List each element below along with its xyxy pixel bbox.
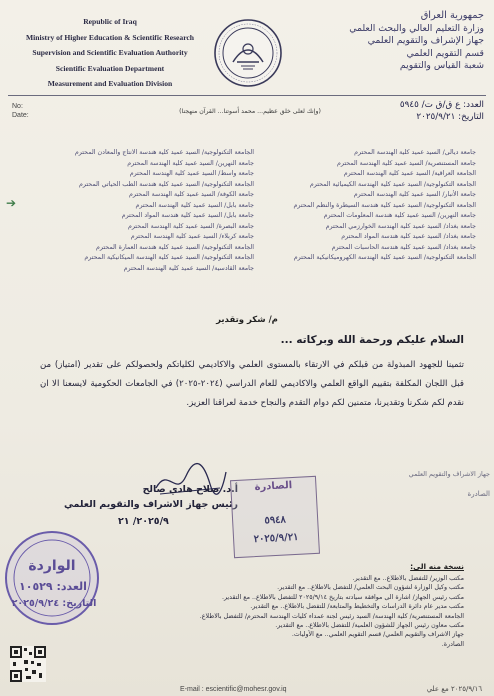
header-ar-line: جهاز الإشراف والتقويم العلمي: [367, 35, 484, 46]
incoming-date: التاريخ: ٢٠٢٥/٩/٢٤: [11, 598, 97, 609]
addressee: جامعة واسط/ السيد عميد كلية الهندسة المحترم: [129, 170, 254, 177]
header-en-line: Ministry of Higher Education & Scientific Research: [25, 32, 195, 42]
header-ar-line: قسم التقويم العلمي: [406, 47, 484, 59]
addressee-list-left: [22, 148, 254, 274]
outgoing-stamp: [230, 476, 320, 558]
addressee: الجامعة التكنولوجية/ السيد عميد كلية هندسة الانتاج والمعادن المحترم: [74, 149, 254, 156]
addressee: الجامعة التكنولوجية/ السيد عميد كلية هندسة السيطرة والنظم المحترم: [293, 201, 476, 209]
copies-heading: نسخة منه الى:: [410, 562, 464, 571]
handwritten-arrow-icon: ➔: [6, 196, 17, 210]
letter-body: تثمينا للجهود المبذولة من قبلكم في الارتقاء بالمستوى العلمي والاكاديمي لكلياتكم ولحصولكم على تقدير (امتياز) من قبل اللجان المكلفة بتقييم الواقع العلمي والاكاديمي للعام الدراسي (٢٠٢٤-٢٠٢٥) في الجامعات الحكومية لايسعنا الا ان نقدم لكم شكرنا وتقديرنا، متمنين لكم دوام التقدم والنجاح خدمة لعراقنا العزيز.: [40, 360, 464, 408]
copy-item: مكتب مدير عام دائرة الدراسات والتخطيط والمتابعة/ للتفضل بالاطلاع.. مع التقدير.: [250, 603, 464, 611]
header-ar-line: شعبة القياس والتقويم: [399, 60, 484, 71]
addressee: الجامعة التكنولوجية/ السيد عميد كلية الهندسة الكهروميكانيكية المحترم: [293, 254, 476, 261]
addressee: جامعة الكوفة/ السيد عميد كلية الهندسة المحترم: [128, 191, 254, 198]
header-divider: [8, 95, 486, 96]
motto: (وإنك لعلى خلق عظيم... محمد أسوتنا... القرآن منهجنا): [179, 108, 321, 115]
incoming-number: العدد: ١٠٥٢٩: [19, 580, 87, 593]
addressee: الجامعة التكنولوجية/ السيد عميد كلية الهندسة الكيميائية المحترم: [309, 180, 476, 188]
copy-item: مكتب الوزير/ للتفضل بالاطلاع.. مع التقدير.: [352, 575, 464, 582]
authority-stamp-line: جهاز الاشراف والتقويم العلمي: [408, 470, 490, 478]
addressee: جامعة بابل/ السيد عميد كلية هندسة المواد المحترم: [121, 212, 254, 219]
addressee: جامعة ديالى/ السيد عميد كلية الهندسة المحترم: [354, 149, 476, 156]
signatory-title: رئيس جهاز الاشراف والتقويم العلمي: [63, 499, 238, 510]
header-en-line: Measurement and Evaluation Division: [47, 79, 173, 88]
copy-item: مكتب رئيس الجهاز/ اشارة الى موافقة سيادته بتاريخ ٢٠٢٥/٩/١٤ للتفضل بالاطلاع.. مع التقدير.: [221, 593, 464, 601]
authority-faint-stamp: [360, 470, 490, 530]
addressee: جامعة بغداد/ السيد عميد كلية الهندسة الخوارزمي المحترم: [325, 222, 476, 230]
footer-code: ٢٠٢٥/٩/١٦ مع علي: [426, 685, 482, 693]
ministry-seal-icon: [213, 18, 283, 88]
date-label: Date:: [12, 112, 29, 119]
addressee: جامعة كربلاء/ السيد عميد كلية الهندسة المحترم: [130, 233, 254, 240]
addressee: الجامعة التكنولوجية/ السيد عميد كلية الهندسة الميكانيكية المحترم: [84, 254, 254, 261]
copy-item: مكتب وكيل الوزارة لشؤون البحث العلمي/ للتفضل بالاطلاع.. مع التقدير.: [277, 584, 464, 592]
header-english: [6, 14, 214, 92]
reference-number: العدد: ع ق/ق ت/ ٥٩٤٥: [399, 100, 484, 110]
copies-list: [134, 574, 464, 649]
reference-arabic: [324, 99, 484, 123]
signature-date: ٢٠٢٥/٩/ ٢١: [118, 516, 169, 527]
number-label: No:: [12, 103, 23, 110]
copy-item: الجامعة المستنصرية/ كلية الهندسة/ السيد رئيس لجنة عمداء كليات الهندسة المحترم/ للتفضل بالاطلاع.: [199, 612, 464, 620]
incoming-label: الواردة: [28, 558, 76, 574]
header-ar-line: جمهورية العراق: [420, 10, 484, 21]
copy-item: جهاز الاشراف والتقويم العلمي/ قسم التقويم العلمي.. مع الأوليات.: [291, 631, 464, 639]
authority-stamp-line: الصادرة: [467, 490, 490, 498]
addressee: الجامعة العراقية/ السيد عميد كلية الهندسة المحترم: [343, 170, 476, 177]
header-ar-line: وزارة التعليم العالي والبحث العلمي: [349, 22, 484, 34]
reference-date: التاريخ: ٢٠٢٥/٩/٢١: [416, 112, 484, 122]
incoming-stamp: [0, 518, 104, 626]
outgoing-stamp-number: ٥٩٤٨: [264, 514, 287, 527]
copy-item: مكتب معاون رئيس الجهاز للشؤون العلمية/ للتفضل بالاطلاع.. مع التقدير.: [275, 622, 464, 630]
addressee: الجامعة التكنولوجية/ السيد عميد كلية هندسة الطب الحياتي المحترم: [79, 180, 254, 188]
header-en-line: Scientific Evaluation Department: [55, 63, 165, 73]
qr-code-icon: [10, 646, 46, 682]
outgoing-stamp-date: ٢٠٢٥/٩/٢١: [253, 531, 299, 546]
addressee: جامعة بابل/ السيد عميد كلية الهندسة المحترم: [135, 201, 254, 209]
signatory-name: أ.د. صلاح هادي صالح: [142, 484, 238, 495]
letter-subject: م/ شكر وتقدير: [216, 315, 278, 325]
addressee: الجامعة التكنولوجية/ السيد عميد كلية هندسة العمارة المحترم: [96, 243, 254, 251]
addressee: جامعة بغداد/ السيد عميد كلية هندسة المواد المحترم: [341, 233, 476, 240]
letter-greeting: السلام عليكم ورحمة الله وبركاته ...: [280, 334, 464, 346]
signature-block: [63, 484, 238, 527]
addressee: جامعة البصرة/ السيد عميد كلية الهندسة المحترم: [127, 222, 254, 230]
header-arabic: [304, 10, 484, 73]
copy-item: الصادرة.: [441, 640, 464, 648]
addressee: جامعة بغداد/ السيد عميد كلية هندسة الحاسبات المحترم: [331, 243, 476, 251]
outgoing-stamp-title: الصادرة: [254, 480, 293, 494]
addressee: جامعة الأنبار/ السيد عميد كلية الهندسة المحترم: [353, 191, 476, 198]
header-en-line: Supervision and Scientific Evaluation Authority: [32, 48, 188, 57]
header-en-line: Republic of Iraq: [83, 17, 137, 26]
addressee: جامعة النهرين/ السيد عميد كلية الهندسة المحترم: [127, 159, 254, 167]
addressee: جامعة القادسية/ السيد عميد كلية الهندسة المحترم: [123, 264, 254, 272]
addressee-list-right: [264, 148, 476, 264]
footer-email: E-mail : escientific@mohesr.gov.iq: [180, 686, 287, 693]
addressee: جامعة النهرين/ السيد عميد كلية هندسة المعلومات المحترم: [323, 212, 476, 219]
addressee: جامعة المستنصرية/ السيد عميد كلية الهندسة المحترم: [336, 159, 476, 167]
